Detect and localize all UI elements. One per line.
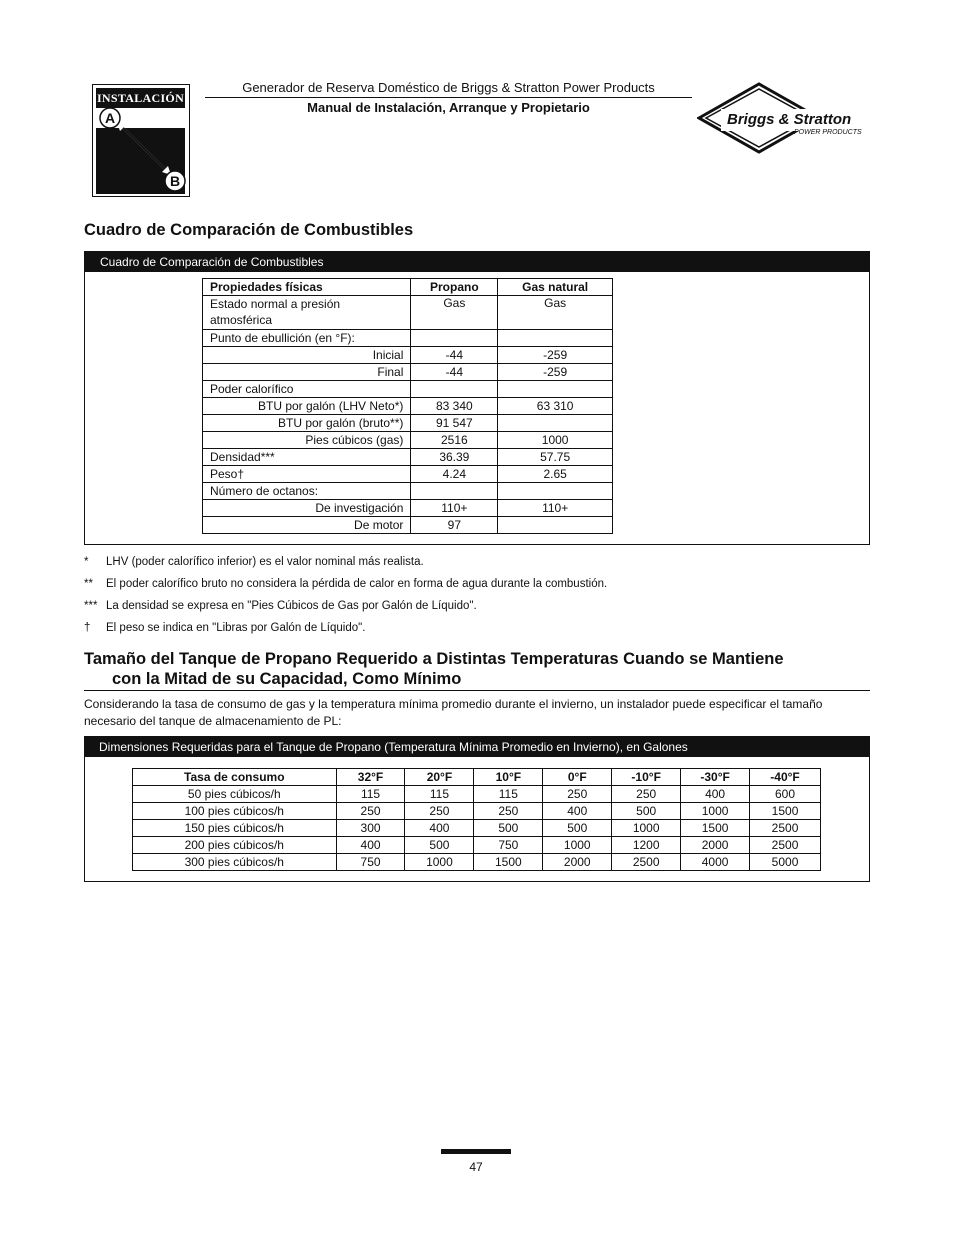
a-to-b-diagram-icon xyxy=(93,85,191,198)
header-manual-title: Manual de Instalación, Arranque y Propietario xyxy=(307,100,590,115)
propano-cell: 110+ xyxy=(411,500,498,517)
property-cell: Número de octanos: xyxy=(203,483,411,500)
consumption-rate-cell: 50 pies cúbicos/h xyxy=(133,786,337,803)
natural-gas-cell: 110+ xyxy=(498,500,613,517)
installation-badge xyxy=(92,84,190,197)
tank-size-cell: 750 xyxy=(336,854,405,871)
footnote: ** El poder calorífico bruto no considera la pérdida de calor en forma de agua durante la combustión. xyxy=(84,578,608,590)
column-header: 10°F xyxy=(474,769,543,786)
tank-size-panel-title: Dimensiones Requeridas para el Tanque de Propano (Temperatura Mínima Promedio en Invierno), en Galones xyxy=(85,737,869,757)
column-header: 0°F xyxy=(543,769,612,786)
property-cell: BTU por galón (LHV Neto*) xyxy=(203,398,411,415)
tank-size-cell: 2500 xyxy=(612,854,681,871)
propano-cell: -44 xyxy=(411,347,498,364)
property-cell: Poder calorífico xyxy=(203,381,411,398)
property-cell: De investigación xyxy=(203,500,411,517)
propano-cell: Gas xyxy=(411,296,498,330)
table-row xyxy=(133,837,821,854)
tank-size-cell: 750 xyxy=(474,837,543,854)
tank-size-intro: Considerando la tasa de consumo de gas y la temperatura mínima promedio durante el invierno, un instalador puede especificar el tamaño necesario del tanque de almacenamiento de PL: xyxy=(84,697,823,728)
logo-sub-text: POWER PRODUCTS xyxy=(794,129,862,136)
propano-cell: -44 xyxy=(411,364,498,381)
property-cell: Peso† xyxy=(203,466,411,483)
natural-gas-cell: -259 xyxy=(498,364,613,381)
logo-brand-text: Briggs & Stratton xyxy=(727,111,852,128)
tank-size-cell: 1500 xyxy=(474,854,543,871)
tank-size-cell: 1000 xyxy=(612,820,681,837)
natural-gas-cell xyxy=(498,517,613,534)
natural-gas-cell: -259 xyxy=(498,347,613,364)
tank-size-cell: 250 xyxy=(336,803,405,820)
column-header: 32°F xyxy=(336,769,405,786)
table-row xyxy=(203,500,613,517)
tank-size-cell: 500 xyxy=(474,820,543,837)
consumption-rate-cell: 100 pies cúbicos/h xyxy=(133,803,337,820)
tank-size-cell: 2000 xyxy=(543,854,612,871)
property-cell: Densidad*** xyxy=(203,449,411,466)
property-cell: Punto de ebullición (en °F): xyxy=(203,330,411,347)
installation-badge-label: INSTALACIÓN xyxy=(96,88,185,108)
table-header-row xyxy=(203,279,613,296)
property-cell: BTU por galón (bruto**) xyxy=(203,415,411,432)
tank-size-heading-line1: Tamaño del Tanque de Propano Requerido a Distintas Temperaturas Cuando se Mantiene xyxy=(84,650,784,668)
propano-cell: 91 547 xyxy=(411,415,498,432)
natural-gas-cell: 63 310 xyxy=(498,398,613,415)
table-row xyxy=(203,364,613,381)
natural-gas-cell xyxy=(498,330,613,347)
table-row xyxy=(133,820,821,837)
tank-size-cell: 400 xyxy=(543,803,612,820)
propano-cell: 83 340 xyxy=(411,398,498,415)
table-row xyxy=(133,803,821,820)
tank-size-cell: 2000 xyxy=(681,837,750,854)
tank-size-cell: 2500 xyxy=(750,820,821,837)
tank-size-cell: 500 xyxy=(612,803,681,820)
table-row xyxy=(203,466,613,483)
footnote: * LHV (poder calorífico inferior) es el valor nominal más realista. xyxy=(84,556,424,568)
section-divider xyxy=(84,690,870,691)
propano-cell xyxy=(411,483,498,500)
tank-size-cell: 500 xyxy=(543,820,612,837)
tank-size-cell: 250 xyxy=(405,803,474,820)
footer-bar xyxy=(441,1149,511,1154)
column-header: -10°F xyxy=(612,769,681,786)
tank-size-heading-line2: con la Mitad de su Capacidad, Como Mínimo xyxy=(112,670,462,688)
natural-gas-cell: Gas xyxy=(498,296,613,330)
table-row xyxy=(133,854,821,871)
tank-size-cell: 1000 xyxy=(543,837,612,854)
briggs-stratton-logo xyxy=(697,82,869,154)
footnote: † El peso se indica en "Libras por Galón de Líquido". xyxy=(84,622,366,634)
tank-size-cell: 115 xyxy=(474,786,543,803)
propano-cell xyxy=(411,381,498,398)
tank-size-cell: 2500 xyxy=(750,837,821,854)
table-row xyxy=(203,517,613,534)
badge-point-b: B xyxy=(169,173,181,189)
tank-size-cell: 5000 xyxy=(750,854,821,871)
tank-size-cell: 250 xyxy=(612,786,681,803)
table-row xyxy=(203,381,613,398)
tank-size-cell: 115 xyxy=(405,786,474,803)
table-row xyxy=(133,786,821,803)
table-row xyxy=(203,432,613,449)
footnote: *** La densidad se expresa en "Pies Cúbicos de Gas por Galón de Líquido". xyxy=(84,600,477,612)
propano-cell: 97 xyxy=(411,517,498,534)
table-row xyxy=(203,330,613,347)
column-header: -40°F xyxy=(750,769,821,786)
tank-size-cell: 1500 xyxy=(750,803,821,820)
fuel-comparison-panel-title: Cuadro de Comparación de Combustibles xyxy=(85,252,869,272)
tank-size-cell: 4000 xyxy=(681,854,750,871)
natural-gas-cell: 1000 xyxy=(498,432,613,449)
column-header: Propiedades físicas xyxy=(203,279,411,296)
natural-gas-cell: 57.75 xyxy=(498,449,613,466)
property-cell: Inicial xyxy=(203,347,411,364)
column-header: Propano xyxy=(411,279,498,296)
table-row xyxy=(203,398,613,415)
consumption-rate-cell: 200 pies cúbicos/h xyxy=(133,837,337,854)
natural-gas-cell: 2.65 xyxy=(498,466,613,483)
consumption-rate-cell: 150 pies cúbicos/h xyxy=(133,820,337,837)
consumption-rate-cell: 300 pies cúbicos/h xyxy=(133,854,337,871)
badge-point-a: A xyxy=(104,110,116,126)
property-cell: Pies cúbicos (gas) xyxy=(203,432,411,449)
propano-cell: 2516 xyxy=(411,432,498,449)
tank-size-cell: 1500 xyxy=(681,820,750,837)
column-header: -30°F xyxy=(681,769,750,786)
tank-size-cell: 600 xyxy=(750,786,821,803)
propano-cell: 4.24 xyxy=(411,466,498,483)
column-header: Tasa de consumo xyxy=(133,769,337,786)
header-divider xyxy=(205,97,692,98)
table-row xyxy=(203,347,613,364)
column-header: Gas natural xyxy=(498,279,613,296)
table-row xyxy=(203,415,613,432)
header-product-line: Generador de Reserva Doméstico de Briggs & Stratton Power Products xyxy=(242,80,655,95)
property-cell: De motor xyxy=(203,517,411,534)
table-row xyxy=(203,483,613,500)
table-row xyxy=(203,449,613,466)
fuel-comparison-heading: Cuadro de Comparación de Combustibles xyxy=(84,221,414,239)
table-header-row xyxy=(133,769,821,786)
tank-size-cell: 250 xyxy=(543,786,612,803)
table-row xyxy=(203,296,613,330)
tank-size-cell: 400 xyxy=(405,820,474,837)
fuel-comparison-table xyxy=(202,278,613,534)
tank-size-cell: 500 xyxy=(405,837,474,854)
tank-size-cell: 1000 xyxy=(681,803,750,820)
propano-cell: 36.39 xyxy=(411,449,498,466)
property-cell: Final xyxy=(203,364,411,381)
tank-size-cell: 250 xyxy=(474,803,543,820)
tank-size-cell: 1000 xyxy=(405,854,474,871)
natural-gas-cell xyxy=(498,381,613,398)
tank-size-cell: 400 xyxy=(336,837,405,854)
tank-size-cell: 1200 xyxy=(612,837,681,854)
column-header: 20°F xyxy=(405,769,474,786)
tank-size-cell: 400 xyxy=(681,786,750,803)
page-number: 47 xyxy=(469,1160,483,1174)
propano-cell xyxy=(411,330,498,347)
property-cell: Estado normal a presión atmosférica xyxy=(203,296,411,330)
natural-gas-cell xyxy=(498,483,613,500)
tank-size-table xyxy=(132,768,821,871)
tank-size-cell: 300 xyxy=(336,820,405,837)
tank-size-cell: 115 xyxy=(336,786,405,803)
natural-gas-cell xyxy=(498,415,613,432)
